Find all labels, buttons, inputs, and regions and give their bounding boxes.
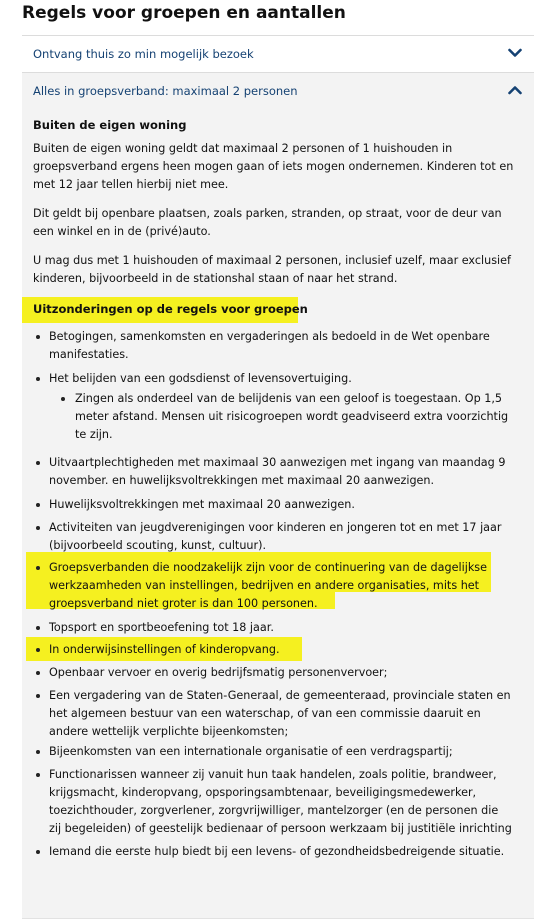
paragraph: U mag dus met 1 huishouden of maximaal 2 personen, inclusief uzelf, maar exclusief kinderen, bijvoorbeeld in de stationshal staan of naar het strand. xyxy=(33,254,511,285)
list-item: Huwelijksvoltrekkingen met maximaal 20 aanwezigen. xyxy=(33,496,513,514)
section-heading: Buiten de eigen woning xyxy=(33,118,187,132)
list-item: Functionarissen wanneer zij vanuit hun taak handelen, zoals politie, brandweer, krijgsmacht, kinderopvang, opsporingsambtenaar, beveiligingsmedewerker, toezichthouder, zorgverlener, zorgvrijwilliger, mantelzorger (en de personen die zij begeleiden) of geestelijk bedienaar of persoon werkzaam bij justitiële inrichting xyxy=(33,766,513,838)
section-heading: Uitzonderingen op de regels voor groepen xyxy=(33,302,308,316)
list-item: Zingen als onderdeel van de belijdenis van een geloof is toegestaan. Op 1,5 meter afstand. Mensen uit risicogroepen wordt geadviseerd extra voorzichtig te zijn. xyxy=(33,390,513,444)
accordion-item-visitors[interactable] xyxy=(22,35,534,72)
accordion xyxy=(22,35,534,919)
accordion-panel xyxy=(22,109,534,919)
accordion-item-label: Ontvang thuis zo min mogelijk bezoek xyxy=(33,47,254,61)
list-item: Topsport en sportbeoefening tot 18 jaar. xyxy=(33,619,513,637)
paragraph: Buiten de eigen woning geldt dat maximaal 2 personen of 1 huishouden in groepsverband ergens heen mogen gaan of iets mogen ondernemen. Kinderen tot en met 12 jaar tellen hierbij niet mee. xyxy=(33,142,514,191)
list-item: Bijeenkomsten van een internationale organisatie of een verdragspartij; xyxy=(33,743,513,761)
chevron-down-icon xyxy=(508,48,522,58)
list-item: Betogingen, samenkomsten en vergaderingen als bedoeld in de Wet openbare manifestaties. xyxy=(33,328,513,364)
page-title: Regels voor groepen en aantallen xyxy=(22,3,346,23)
accordion-item-groups[interactable] xyxy=(22,72,534,109)
list-item: Een vergadering van de Staten-Generaal, de gemeenteraad, provinciale staten en het algemeen bestuur van een waterschap, of van een commissie daaruit en andere wettelijk verplichte bijeenkomsten; xyxy=(33,687,513,741)
chevron-up-icon xyxy=(508,85,522,95)
list-item: Het belijden van een godsdienst of levensovertuiging. xyxy=(33,370,513,388)
list-item: In onderwijsinstellingen of kinderopvang. xyxy=(33,641,513,659)
list-item: Openbaar vervoer en overig bedrijfsmatig personenvervoer; xyxy=(33,664,513,682)
paragraph: Dit geldt bij openbare plaatsen, zoals parken, stranden, op straat, voor de deur van een winkel en in de (privé)auto. xyxy=(33,207,502,238)
accordion-item-label: Alles in groepsverband: maximaal 2 personen xyxy=(33,84,298,98)
list-item: Uitvaartplechtigheden met maximaal 30 aanwezigen met ingang van maandag 9 november. en huwelijksvoltrekkingen met maximaal 20 aanwezigen. xyxy=(33,454,513,490)
list-item: Iemand die eerste hulp biedt bij een levens- of gezondheidsbedreigende situatie. xyxy=(33,843,513,861)
list-item: Activiteiten van jeugdverenigingen voor kinderen en jongeren tot en met 17 jaar (bijvoorbeeld scouting, kunst, cultuur). xyxy=(33,519,513,555)
list-item: Groepsverbanden die noodzakelijk zijn voor de continuering van de dagelijkse werkzaamheden van instellingen, bedrijven en andere organisaties, mits het groepsverband niet groter is dan 100 personen. xyxy=(33,559,513,613)
